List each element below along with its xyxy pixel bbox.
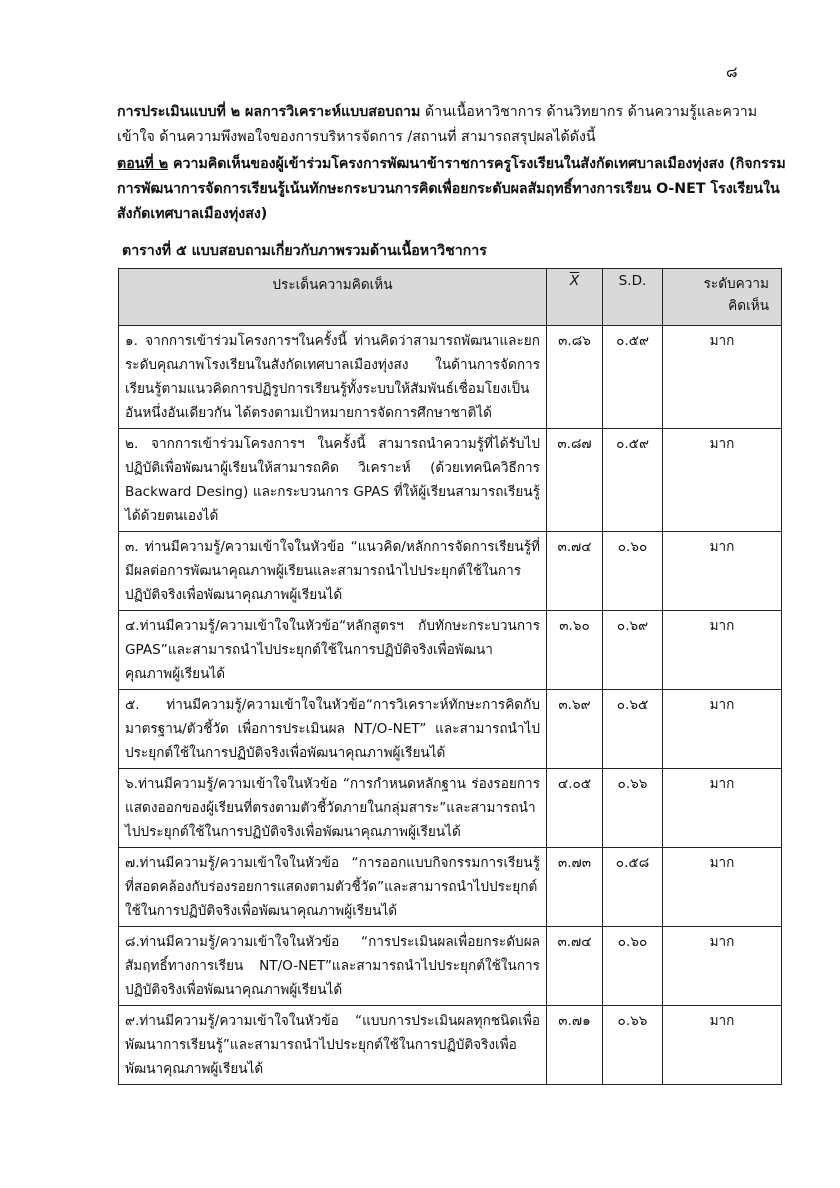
- header-level: [663, 269, 782, 326]
- cell-level: มาก: [663, 1006, 782, 1085]
- header-sd: S.D.: [603, 269, 663, 326]
- intro-bold: การประเมินแบบที่ ๒ ผลการวิเคราะห์แบบสอบถาม: [117, 104, 421, 120]
- cell-level: มาก: [663, 429, 782, 532]
- cell-item: ๘.ท่านมีความรู้/ความเข้าใจในหัวข้อ “การประเมินผลเพื่อยกระดับผลสัมฤทธิ์ทางการเรียน NT/O-NET”และสามารถนำไปประยุกต์ใช้ในการปฏิบัติจริงเพื่อพัฒนาคุณภาพผู้เรียนได้: [119, 927, 547, 1006]
- cell-item: ๕. ท่านมีความรู้/ความเข้าใจในหัวข้อ“การวิเคราะห์ทักษะการคิดกับมาตรฐาน/ตัวชี้วัด เพื่อการประเมินผล NT/O-NET” และสามารถนำไปประยุกต์ใช้ในการปฏิบัติจริงเพื่อพัฒนาคุณภาพผู้เรียนได้: [119, 690, 547, 769]
- header-item: ประเด็นความคิดเห็น: [119, 269, 547, 326]
- part-title-text: ความคิดเห็นของผู้เข้าร่วมโครงการพัฒนาข้าราชการครูโรงเรียนในสังกัดเทศบาลเมืองทุ่งสง (กิจกรรมการพัฒนาการจัดการเรียนรู้เน้นทักษะกระบวนการคิดเพื่อยกระดับผลสัมฤทธิ์ทางการเรียน O-NET โรงเรียนในสังกัดเทศบาลเมืองทุ่งสง): [117, 156, 786, 222]
- cell-mean: ๓.๗๑: [547, 1006, 603, 1085]
- cell-sd: ๐.๖๖: [603, 769, 663, 848]
- table-row: [119, 532, 782, 611]
- cell-mean: ๔.๐๕: [547, 769, 603, 848]
- table-row: [119, 769, 782, 848]
- cell-mean: ๓.๘๗: [547, 429, 603, 532]
- cell-sd: ๐.๕๘: [603, 848, 663, 927]
- cell-sd: ๐.๖๕: [603, 690, 663, 769]
- cell-sd: ๐.๖๐: [603, 927, 663, 1006]
- intro-paragraph: [117, 100, 782, 150]
- cell-item: ๙.ท่านมีความรู้/ความเข้าใจในหัวข้อ “แบบการประเมินผลทุกชนิดเพื่อพัฒนาการเรียนรู้”และสามารถนำไปประยุกต์ใช้ในการปฏิบัติจริงเพื่อพัฒนาคุณภาพผู้เรียนได้: [119, 1006, 547, 1085]
- header-mean: [547, 269, 603, 326]
- cell-level: มาก: [663, 326, 782, 429]
- cell-mean: ๓.๗๔: [547, 927, 603, 1006]
- table-row: [119, 848, 782, 927]
- cell-item: ๖.ท่านมีความรู้/ความเข้าใจในหัวข้อ “การกำหนดหลักฐาน ร่องรอยการแสดงออกของผู้เรียนที่ตรงตามตัวชี้วัดภายในกลุ่มสาระ”และสามารถนำไปประยุกต์ใช้ในการปฏิบัติจริงเพื่อพัฒนาคุณภาพผู้เรียนได้: [119, 769, 547, 848]
- cell-item: ๒. จากการเข้าร่วมโครงการฯ ในครั้งนี้ สามารถนำความรู้ที่ได้รับไปปฏิบัติเพื่อพัฒนาผู้เรียนให้สามารถคิด วิเคราะห์ (ด้วยเทคนิควิธีการ Backward Desing) และกระบวนการ GPAS ที่ให้ผู้เรียนสามารถเรียนรู้ได้ด้วยตนเองได้: [119, 429, 547, 532]
- table-row: [119, 1006, 782, 1085]
- cell-level: มาก: [663, 532, 782, 611]
- table-row: [119, 927, 782, 1006]
- cell-sd: ๐.๕๙: [603, 326, 663, 429]
- cell-mean: ๓.๖๙: [547, 690, 603, 769]
- cell-item: ๔.ท่านมีความรู้/ความเข้าใจในหัวข้อ“หลักสูตรฯ กับทักษะกระบวนการ GPAS”และสามารถนำไปประยุกต์ใช้ในการปฏิบัติจริงเพื่อพัฒนาคุณภาพผู้เรียนได้: [119, 611, 547, 690]
- page-number: ๘: [726, 63, 738, 81]
- cell-item: ๓. ท่านมีความรู้/ความเข้าใจในหัวข้อ “แนวคิด/หลักการจัดการเรียนรู้ที่มีผลต่อการพัฒนาคุณภาพผู้เรียนและสามารถนำไปประยุกต์ใช้ในการปฏิบัติจริงเพื่อพัฒนาคุณภาพผู้เรียนได้: [119, 532, 547, 611]
- part-label: ตอนที่ ๒: [117, 156, 169, 172]
- table-row: [119, 429, 782, 532]
- cell-item: ๑. จากการเข้าร่วมโครงการฯในครั้งนี้ ท่านคิดว่าสามารถพัฒนาและยกระดับคุณภาพโรงเรียนในสังกัดเทศบาลเมืองทุ่งสง ในด้านการจัดการเรียนรู้ตามแนวคิดการปฏิรูปการเรียนรู้ทั้งระบบให้สัมพันธ์เชื่อมโยงเป็นอันหนึ่งอันเดียวกัน ได้ตรงตามเป้าหมายการจัดการศึกษาชาติได้: [119, 326, 547, 429]
- table-caption: ตารางที่ ๕ แบบสอบถามเกี่ยวกับภาพรวมด้านเนื้อหาวิชาการ: [122, 243, 487, 259]
- cell-level: มาก: [663, 848, 782, 927]
- cell-level: มาก: [663, 769, 782, 848]
- cell-sd: ๐.๖๐: [603, 532, 663, 611]
- cell-mean: ๓.๗๓: [547, 848, 603, 927]
- intro-rest: ด้านเนื้อหาวิชาการ ด้านวิทยากร ด้านความรู้และความเข้าใจ ด้านความพึงพอใจของการบริหารจัดการ /สถานที่ สามารถสรุปผลได้ดังนี้: [117, 104, 758, 145]
- opinion-table: [118, 268, 782, 1085]
- cell-level: มาก: [663, 690, 782, 769]
- table-header-row: [119, 269, 782, 326]
- cell-mean: ๓.๖๐: [547, 611, 603, 690]
- header-level-line1: ระดับความ: [703, 276, 769, 292]
- cell-sd: ๐.๖๙: [603, 611, 663, 690]
- cell-mean: ๓.๘๖: [547, 326, 603, 429]
- header-mean-symbol: $\overline{X}$: [569, 273, 580, 289]
- table-row: [119, 611, 782, 690]
- cell-level: มาก: [663, 611, 782, 690]
- part-heading: [117, 152, 787, 227]
- cell-mean: ๓.๗๔: [547, 532, 603, 611]
- cell-level: มาก: [663, 927, 782, 1006]
- header-level-line2: คิดเห็น: [728, 298, 769, 314]
- table-row: [119, 690, 782, 769]
- cell-item: ๗.ท่านมีความรู้/ความเข้าใจในหัวข้อ “การออกแบบกิจกรรมการเรียนรู้ที่สอดคล้องกับร่องรอยการแสดงตามตัวชี้วัด”และสามารถนำไปประยุกต์ใช้ในการปฏิบัติจริงเพื่อพัฒนาคุณภาพผู้เรียนได้: [119, 848, 547, 927]
- table-row: [119, 326, 782, 429]
- cell-sd: ๐.๕๙: [603, 429, 663, 532]
- cell-sd: ๐.๖๖: [603, 1006, 663, 1085]
